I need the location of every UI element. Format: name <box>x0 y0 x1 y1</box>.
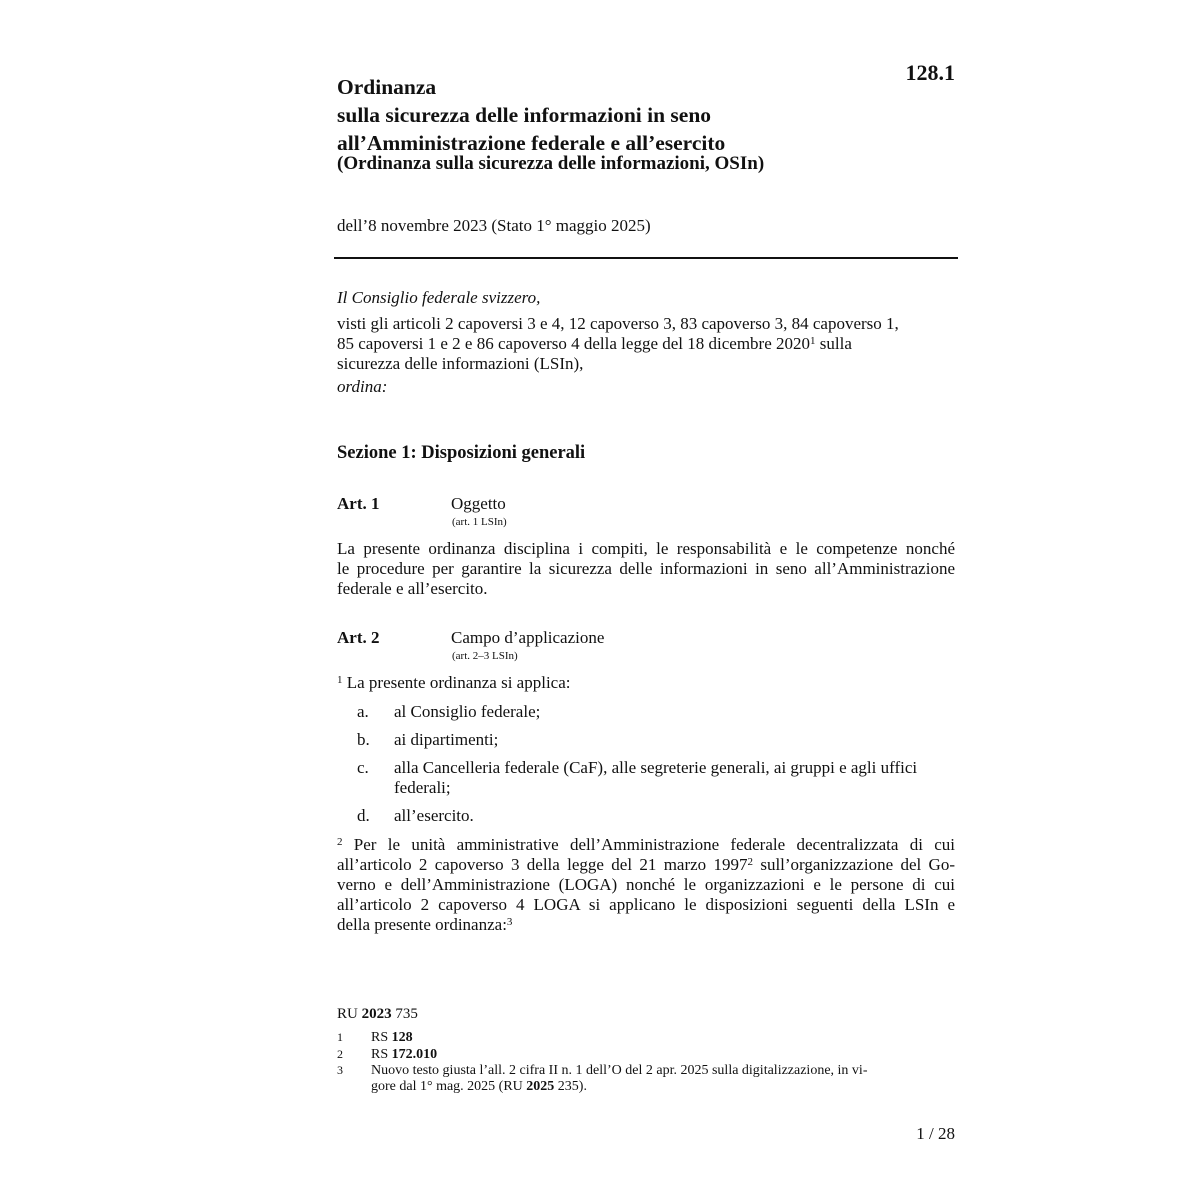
preamble-basis-line-2: 85 capoversi 1 e 2 e 86 capoverso 4 della legge del 18 dicembre 2020$^1$ sulla <box>337 334 852 353</box>
list-item: b. ai dipartimenti; <box>357 730 499 749</box>
list-item: d. all’esercito. <box>357 806 474 825</box>
footnote-ref-3[interactable]: 3 <box>506 916 513 928</box>
title-line-1: Ordinanza <box>337 75 437 99</box>
footnote: 1 RS 128 <box>337 1030 413 1045</box>
art1-label: Art. 1 <box>337 494 380 513</box>
section-heading: Sezione 1: Disposizioni generali <box>337 443 586 463</box>
art2-reference: (art. 2–3 LSIn) <box>452 650 518 662</box>
document-title <box>337 73 897 157</box>
ru-reference: RU 2023 735 <box>337 1006 418 1022</box>
art2-label: Art. 2 <box>337 628 380 647</box>
title-line-2: sulla sicurezza delle informazioni in seno <box>337 103 712 127</box>
page-number: 1 / 28 <box>916 1124 955 1143</box>
art2-title: Campo d’applicazione <box>451 628 605 647</box>
art1-text: La presente ordinanza disciplina i compiti, le responsabilità e le competenze nonché le procedure per garantire la sicurezza delle informazioni in seno all’Amministrazione federale e all’esercito. <box>337 539 955 598</box>
header-divider <box>334 257 958 259</box>
art2-paragraph-2: $^2$ Per le unità amministrative dell’Amministrazione federale decentralizzata di cui all’articolo 2 capoverso 3 della legge del 21 marzo 1997$^2$ sull’organizzazione del Go- verno e dell’Amministrazione (LOGA) nonché le organizzazioni e le persone di cui all’articolo 2 capoverso 4 LOGA si applicano le disposizioni seguenti della LSIn e della presente ordinanza:$^3$ <box>337 835 955 934</box>
footnote-ref-1[interactable]: 1 <box>810 335 816 347</box>
preamble-order: ordina: <box>337 377 388 396</box>
list-item: a. al Consiglio federale; <box>357 702 541 721</box>
short-title: (Ordinanza sulla sicurezza delle informazioni, OSIn) <box>337 153 765 174</box>
footnote: 3 Nuovo testo giusta l’all. 2 cifra II n. 1 dell’O del 2 apr. 2025 sulla digitalizzazione, in vi- gore dal 1° mag. 2025 (RU 2025 235). <box>337 1063 868 1094</box>
title-line-3: all’Amministrazione federale e all’esercito <box>337 131 726 155</box>
preamble <box>337 288 955 397</box>
footnote-ref-2[interactable]: 2 <box>747 856 753 868</box>
document-date: dell’8 novembre 2023 (Stato 1° maggio 2025) <box>337 216 651 235</box>
preamble-basis-line-1: visti gli articoli 2 capoversi 3 e 4, 12 capoverso 3, 83 capoverso 3, 84 capoverso 1, <box>337 314 899 333</box>
footnote: 2 RS 172.010 <box>337 1047 438 1062</box>
art1-reference: (art. 1 LSIn) <box>452 516 507 528</box>
art2-paragraph-1: $^1$ La presente ordinanza si applica: <box>337 673 571 692</box>
rs-number: 128.1 <box>905 60 955 85</box>
preamble-authority: Il Consiglio federale svizzero, <box>337 288 541 307</box>
preamble-basis-line-3: sicurezza delle informazioni (LSIn), <box>337 354 584 373</box>
list-item: c. alla Cancelleria federale (CaF), alle segreterie generali, ai gruppi e agli uffici federali; <box>357 758 918 797</box>
art1-title: Oggetto <box>451 494 506 513</box>
